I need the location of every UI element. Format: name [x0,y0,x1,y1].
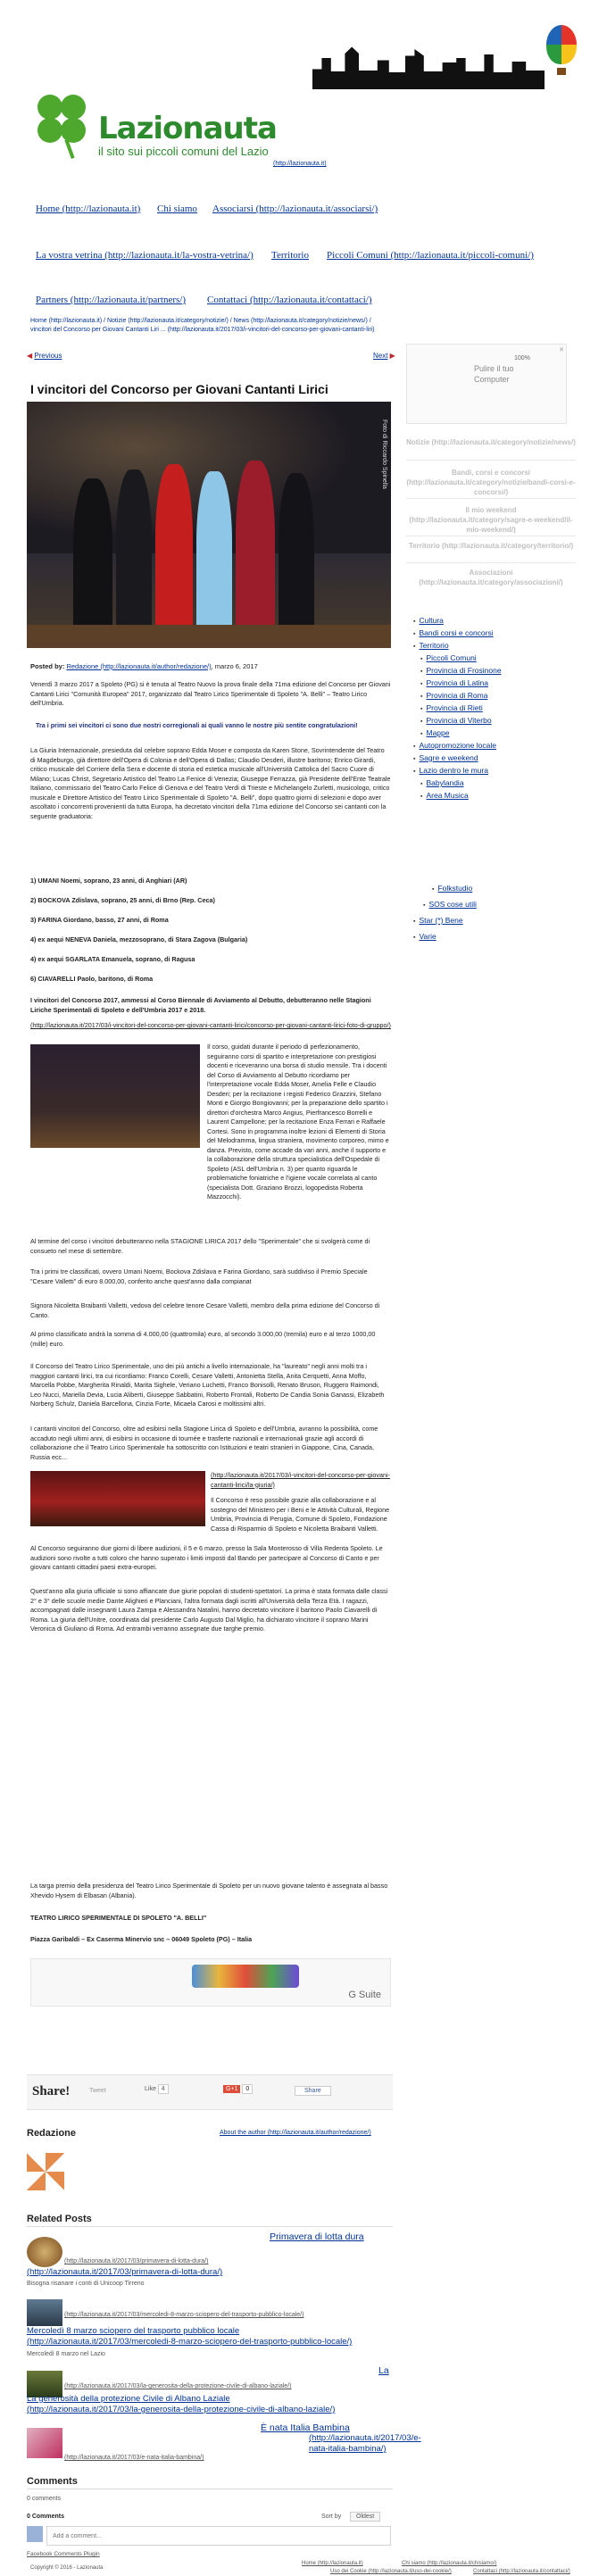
cat-latina[interactable]: ▪ Provincia di Latina [420,678,488,687]
related-title-2[interactable]: Mercoledì 8 marzo sciopero del trasporto pubblico locale [27,2326,240,2336]
related-thumb-2[interactable] [27,2299,62,2326]
footer-chi-siamo[interactable]: Chi siamo (http://lazionauta.it/chisiamo/) [402,2561,497,2566]
winner-2: 2) BOCKOVA Zdislava, soprano, 25 anni, di Brno (Rep. Ceca) [30,896,215,904]
like-button[interactable]: Like 4 [145,2086,169,2092]
inline-image-link-2[interactable]: (http://lazionauta.it/2017/03/i-vincitori-del-concorso-per-giovani-cantanti-lirici/la-giuria/) [211,1471,390,1489]
article-support: Il Concorso è reso possibile grazie alla collaborazione e al sostegno del Ministero per i Beni e le Attività Culturali, Regione Umbria, Provincia di Perugia, Comune di Spoleto, Fondazione Cassa di Risparmio di Spoleto e Nicoletta Braibanti Valletti. [211,1496,390,1533]
about-author-link[interactable]: About the author (http://lazionauta.it/author/redazione/) [220,2130,371,2136]
balloon-basket [557,68,566,75]
article-highlight: Tra i primi sei vincitori ci sono due nostri corregionali ai quali vanno le nostre più sentite congratulazioni! [36,721,358,729]
related-title-3-tag[interactable]: La [378,2365,389,2376]
site-tagline: il sito sui piccoli comuni del Lazio [98,145,269,158]
author-avatar [27,2153,64,2190]
skyline-illustration [312,45,545,89]
comments-count: 0 comments [27,2496,62,2502]
related-title-1[interactable]: Primavera di lotta dura [270,2231,364,2242]
nav-partners[interactable]: Partners (http://lazionauta.it/partners/) [36,295,187,305]
article-prize-3: Al primo classificato andrà la somma di 4.000,00 (quattromila) euro, al secondo 3.000,00 (tremila) euro e al terzo 1000,00 (mille) euro. [30,1330,376,1348]
sort-select[interactable]: Oldest [350,2512,380,2522]
sidebar-section-bandi[interactable]: Bandi, corsi e concorsi (http://lazionauta.it/category/notizie/bandi-corsi-e-concorsi/) [406,469,576,496]
article-intro: Venerdì 3 marzo 2017 a Spoleto (PG) si è tenuta al Teatro Nuovo la prova finale della 71ma edizione del Concorso per Giovani Cantanti Lirici "Comunità Europea" 2017, organizzato dal Teatro Lirico Sperimentale di Spoleto "A. Belli" – Teatro Lirico dell'Umbria. [30,680,391,707]
related-url-4b[interactable]: (http://lazionauta.it/2017/03/e-nata-italia-bambina/) [309,2433,421,2454]
winner-4b: 4) ex aequi SGARLATA Emanuela, soprano, di Ragusa [30,955,195,963]
related-title-3[interactable]: La generosità della protezione Civile di Albano Laziale [27,2394,230,2404]
cat-babylandia[interactable]: ▪ Babylandia [420,778,464,787]
org-address: Piazza Garibaldi – Ex Caserma Minervio snc – 06049 Spoleto (PG) – Italia [30,1935,253,1943]
related-heading: Related Posts [27,2214,92,2224]
sidebar-section-associazioni[interactable]: Associazioni (http://lazionauta.it/category/associazioni/) [419,569,563,586]
clover-leaf-icon [61,118,86,143]
cat-mappe[interactable]: ▪ Mappe [420,728,449,737]
breadcrumb[interactable]: Home (http://lazionauta.it) / Notizie (http://lazionauta.it/category/notizie/) / News (http://lazionauta.it/category/notizie/news/) / [30,318,371,324]
fb-comments-count: 0 Comments [27,2514,65,2520]
share-button[interactable]: Share [295,2086,331,2096]
related-url-1b[interactable]: (http://lazionauta.it/2017/03/primavera-di-lotta-dura/) [27,2267,223,2277]
related-excerpt-1: Bisogna risanare i conti di Unicoop Tirreno [27,2281,145,2287]
article-jury: La Giuria Internazionale, presieduta dal celebre soprano Edda Moser e composta da Karen Stone, Sovrintendente del Teatro di Magdeburgo, già direttore dell'Opera di Colonia e dell'Opera di Dallas; Claudio Desderi, illustre baritono; Enrico Girardi, critico musicale del Corriere della Sera e docente di storia ed estetica musicale all'Università Cattolica del Sacro Cuore di Milano; Lucas Christ, Segretario Artistico del Teatro La Fenice di Venezia; Giuseppe Ferrazza, già Presidente dell'Ente Teatrale Italiano, commissario del Teatro Carlo Felice di Genova e del Teatro Verdi di Trieste e Michelangelo Zurletti, musicologo, critico musicale e Direttore Artistico del Teatro Lirico Sperimentale di Spoleto "A. Belli", dopo quattro giorni di selezioni e dopo aver ascoltato i concorrenti provenienti da tutta Europa, ha decretato vincitori della 71ma edizione del Concorso sei cantanti con la seguente graduatoria: [30,746,391,820]
inline-jury-photo[interactable] [30,1471,205,1526]
nav-contattaci[interactable]: Contattaci (http://lazionauta.it/contattaci/) [207,295,372,305]
cat-autopromozione[interactable]: ▪ Autopromozione locale [413,741,496,750]
related-title-4[interactable]: È nata Italia Bambina [261,2422,350,2433]
post-meta: Posted by: Redazione (http://lazionauta.it/author/redazione/), marzo 6, 2017 [30,662,258,670]
gsuite-apps-icons [192,1965,299,1988]
article-season: Al termine del corso i vincitori debutteranno nella STAGIONE LIRICA 2017 dello "Sperimentale" che si svolgerà come di consueto nel mese di settembre. [30,1237,370,1255]
sidebar-ad[interactable]: Pulire il tuo Computer 100% ✕ [406,344,567,424]
site-name[interactable]: Lazionauta [98,111,277,146]
footer-home[interactable]: Home (http://lazionauta.it) [302,2561,363,2566]
next-post-link[interactable]: Next ▶ [373,352,395,360]
article-course: Il corso, guidati durante il periodo di perfezionamento, seguiranno corsi di spartito e interpretazione con prestigiosi docenti e riceveranno una borsa di studio mensile. Tra i docenti del Corso di Avviamento al Debutto ricordiamo per l'interpretazione vocale Edda Moser, Amelia Felle e Claudio Desderi; per la recitazione i registi Federico Grazzini, Stefano Monti e Giorgio Bongiovanni; per la preparazione dello spartito i direttori d'orchestra Marco Angius, Pierfrancesco Borrelli e Laurent Campellone; per la recitazione Enza Ferrari e Raffaele Cortesi. Sono in programma inoltre lezioni di Elementi di Storia del Melodramma, lingua straniera, movimento corporeo, mimo e danza. Previsto, come accade da vari anni, anche il supporto e la collaborazione della struttura specialistica dell'Ospedale di Spoleto (ASL dell'Umbria n. 3) per quanto riguarda le problematiche foniatriche e l'igiene vocale correlata al canto (specialista Dott. Graziano Brozzi, logopedista Roberta Mazzocchi). [207,1043,389,1201]
nav-piccoli-comuni[interactable]: Piccoli Comuni (http://lazionauta.it/piccoli-comuni/) [327,250,534,261]
related-url-2b[interactable]: (http://lazionauta.it/2017/03/mercoledi-8-marzo-sciopero-del-trasporto-pubblico-locale/) [27,2337,353,2347]
cat-lazio-mura[interactable]: ▪ Lazio dentro le mura [413,766,488,775]
related-url-3b[interactable]: (http://lazionauta.it/2017/03/la-generosita-della-protezione-civile-di-albano-laziale/) [27,2405,336,2414]
author-link[interactable]: Redazione (http://lazionauta.it/author/redazione/) [66,662,212,670]
winner-6: 6) CIAVARELLI Paolo, baritono, di Roma [30,975,154,983]
clover-leaf-icon [37,95,62,120]
copyright: Copyright © 2016 - Lazionauta [30,2565,104,2571]
nav-chi-siamo[interactable]: Chi siamo [157,204,197,214]
related-url-4[interactable]: (http://lazionauta.it/2017/03/e-nata-italia-bambina/) [64,2455,204,2461]
article-photo [27,402,391,648]
photo-credit: Foto di Riccardo Spinella [381,420,387,489]
article-prize: Tra i primi tre classificati, ovvero Umani Noemi, Bockova Zdislava e Farina Giordano, sarà suddiviso il Premio Speciale "Cesare Valletti" di euro 8.000,00, conferito anche quest'anno dalla compianat [30,1267,368,1285]
cat-roma[interactable]: ▪ Provincia di Roma [420,691,487,700]
article-admitted: I vincitori del Concorso 2017, ammessi al Corso Biennale di Avviamento al Debutto, debutteranno nelle Stagioni Liriche Sperimentali di Spoleto e dell'Umbria 2017 e 2018. [30,996,371,1014]
inline-group-photo[interactable] [30,1044,200,1148]
article-plaque: La targa premio della presidenza del Teatro Lirico Sperimentale di Spoleto per un nuovo giovane talento è assegnata al basso Xhevido Hysem di Elbasan (Albania). [30,1882,388,1899]
facebook-comments-plugin[interactable]: Facebook Comments Plugin [27,2551,100,2557]
article-auditions: Al Concorso seguiranno due giorni di libere audizioni, il 5 e 6 marzo, presso la Sala Monterosso di Villa Redenta Spoleto. Le audizioni sono rivolte a tutti coloro che hanno superato i limiti imposti dal Bando per partecipare al Concorso di Canto e per giovani cantanti cittadini paesi extra-europei. [30,1544,383,1571]
footer-cookie[interactable]: Uso dei Cookie (http://lazionauta.it/uso-dei-cookie/) [330,2569,452,2574]
cat-territorio[interactable]: ▪ Territorio [413,641,449,650]
article-title: I vincitori del Concorso per Giovani Cantanti Lirici [30,382,328,396]
author-heading: Redazione [27,2128,77,2139]
org-name: TEATRO LIRICO SPERIMENTALE DI SPOLETO "A. BELLI" [30,1914,207,1922]
comment-input[interactable] [46,2526,391,2546]
sidebar-section-weekend[interactable]: Il mio weekend (http://lazionauta.it/category/sagre-e-weekend/il-mio-weekend/) [409,506,573,534]
cat-viterbo[interactable]: ▪ Provincia di Viterbo [420,716,492,725]
cat-varie[interactable]: ▪ Varie [413,932,437,941]
cat-sos[interactable]: ▪ SOS cose utili [423,900,477,909]
cat-star-bene[interactable]: ▪ Star (*) Bene [413,916,463,925]
ad-close-icon[interactable]: ✕ [559,347,564,353]
previous-post-link[interactable]: ◀ Previous [27,352,62,360]
comments-heading: Comments [27,2476,78,2487]
sidebar-section-territorio[interactable]: Territorio (http://lazionauta.it/category/territorio/) [408,542,574,550]
article-media: I cantanti vincitori del Concorso, oltre ad esibirsi nella Stagione Lirica di Spoleto e dell'Umbria, avranno la possibilità, come accaduto negli ultimi anni, di esibirsi in occasione di tournée e trasferte nazionali e internazionali grazie agli accordi di collaborazione che il Teatro Lirico Sperimentale ha sottoscritto con Istituzioni e teatri stranieri in Giappone, Cina, Canada, Russia ecc... [30,1425,378,1461]
cat-bandi[interactable]: ▪ Bandi corsi e concorsi [413,628,494,637]
share-title: Share! [32,2084,71,2098]
clover-leaf-icon [61,95,86,120]
related-url-1[interactable]: (http://lazionauta.it/2017/03/primavera-di-lotta-dura/) [64,2258,209,2264]
inline-image-link[interactable]: (http://lazionauta.it/2017/03/i-vincitori-del-concorso-per-giovani-cantanti-lirici/concorso-per-giovani-cantanti-lirici-foto-di-gruppo/) [30,1021,391,1029]
winner-1: 1) UMANI Noemi, soprano, 23 anni, di Anghiari (AR) [30,877,187,885]
gsuite-label: G Suite [348,1990,381,2000]
tweet-button[interactable]: Tweet [89,2088,106,2094]
footer-contattaci[interactable]: Contattaci (http://lazionauta.it/contattaci/) [473,2569,570,2574]
article-students: Quest'anno alla giuria ufficiale si sono affiancate due giurie popolari di studenti-spettatori. La prima è stata formata dalle classi 2° e 3° delle scuole medie Dante Alighieri e Planciani, l'altra formata dagli iscritti all'Università della Terza Età. I ragazzi, accompagnati dalle insegnanti Laura Zampa e Alessandra Natalini, hanno decretato vincitore il baritono Paolo Ciavarelli di Roma. La giuria dell'Unitre, coordinata dal presidente Carlo Augusto Dal Miglio, ha dichiarato vincitore il soprano Marini Veronica di Giuliano di Roma. Ad entrambi verranno assegnate due targhe premio. [30,1587,388,1633]
arrow-right-icon: ▶ [387,352,395,360]
sort-label: Sort by [321,2514,342,2520]
breadcrumb-current[interactable]: vincitori del Concorso per Giovani Cantanti Liri ... (http://lazionauta.it/2017/03/i-vincitori-del-concorso-per-giovani-cantanti-liri) [30,327,375,333]
share-bar [27,2074,393,2110]
nav-vetrina[interactable]: La vostra vetrina (http://lazionauta.it/la-vostra-vetrina/) [36,250,254,261]
nav-home[interactable]: Home (http://lazionauta.it) [36,204,141,214]
gplus-button[interactable]: G+1 0 [223,2086,253,2092]
winner-4a: 4) ex aequi NENEVA Daniela, mezzosoprano, di Stara Zagova (Bulgaria) [30,935,248,943]
clover-leaf-icon [37,118,62,143]
sidebar-section-notizie[interactable]: Notizie (http://lazionauta.it/category/notizie/news/) [406,438,576,446]
related-url-3[interactable]: (http://lazionauta.it/2017/03/la-generosita-della-protezione-civile-di-albano-laziale/) [64,2383,292,2389]
cat-rieti[interactable]: ▪ Provincia di Rieti [420,703,483,712]
cat-folkstudio[interactable]: ▪ Folkstudio [432,884,472,893]
nav-associarsi[interactable]: Associarsi (http://lazionauta.it/associarsi/) [212,204,378,214]
site-logo[interactable] [32,93,104,164]
nav-territorio[interactable]: Territorio [271,250,309,261]
hot-air-balloon-icon [546,25,577,64]
commenter-avatar [27,2526,43,2542]
cat-frosinone[interactable]: ▪ Provincia di Frosinone [420,666,502,675]
arrow-left-icon: ◀ [27,352,35,360]
related-thumb-1[interactable] [27,2237,62,2267]
home-url[interactable]: (http://lazionauta.it) [273,161,327,167]
cat-piccoli-comuni[interactable]: ▪ Piccoli Comuni [420,653,477,662]
related-thumb-4[interactable] [27,2428,62,2458]
cat-area-musica[interactable]: ▪ Area Musica [420,791,469,800]
article-history: Il Concorso del Teatro Lirico Sperimentale, uno dei più antichi a livello internazionale, ha "laureato" negli anni molti tra i maggiori cantanti lirici, tra cui ricordiamo: Franco Corelli, Cesare Valletti, Antonietta Stella, Anita Cerquetti, Anna Moffo, Marcella Pobbe, Margherita Rinaldi, Marita Sighele, Veriano Luchetti, Franco Bonisolli, Renato Bruson, Ruggero Raimondi, Leo Nucci, Mariella Devia, Lucia Aliberti, Giuseppe Sabbatini, Roberto Frontali, Roberto De Candia Sonia Ganassi, Elizabeth Norberg Schulz, Daniela Barcellona, Cinzia Forte, Micaela Carosi e moltissimi altri. [30,1362,385,1408]
post-date: , marzo 6, 2017 [211,662,258,670]
cat-cultura[interactable]: ▪ Cultura [413,616,444,625]
article-prize-2: Signora Nicoletta Braibanti Valletti, vedova del celebre tenore Cesare Valletti, membro della prima edizione del Concorso di Canto. [30,1301,380,1319]
related-url-2[interactable]: (http://lazionauta.it/2017/03/mercoledi-8-marzo-sciopero-del-trasporto-pubblico-locale/) [64,2312,304,2318]
winner-3: 3) FARINA Giordano, basso, 27 anni, di Roma [30,916,169,924]
cat-sagre[interactable]: ▪ Sagre e weekend [413,753,478,762]
google-ad[interactable] [30,1958,391,2007]
related-excerpt-2: Mercoledì 8 marzo nel Lazio [27,2351,105,2357]
